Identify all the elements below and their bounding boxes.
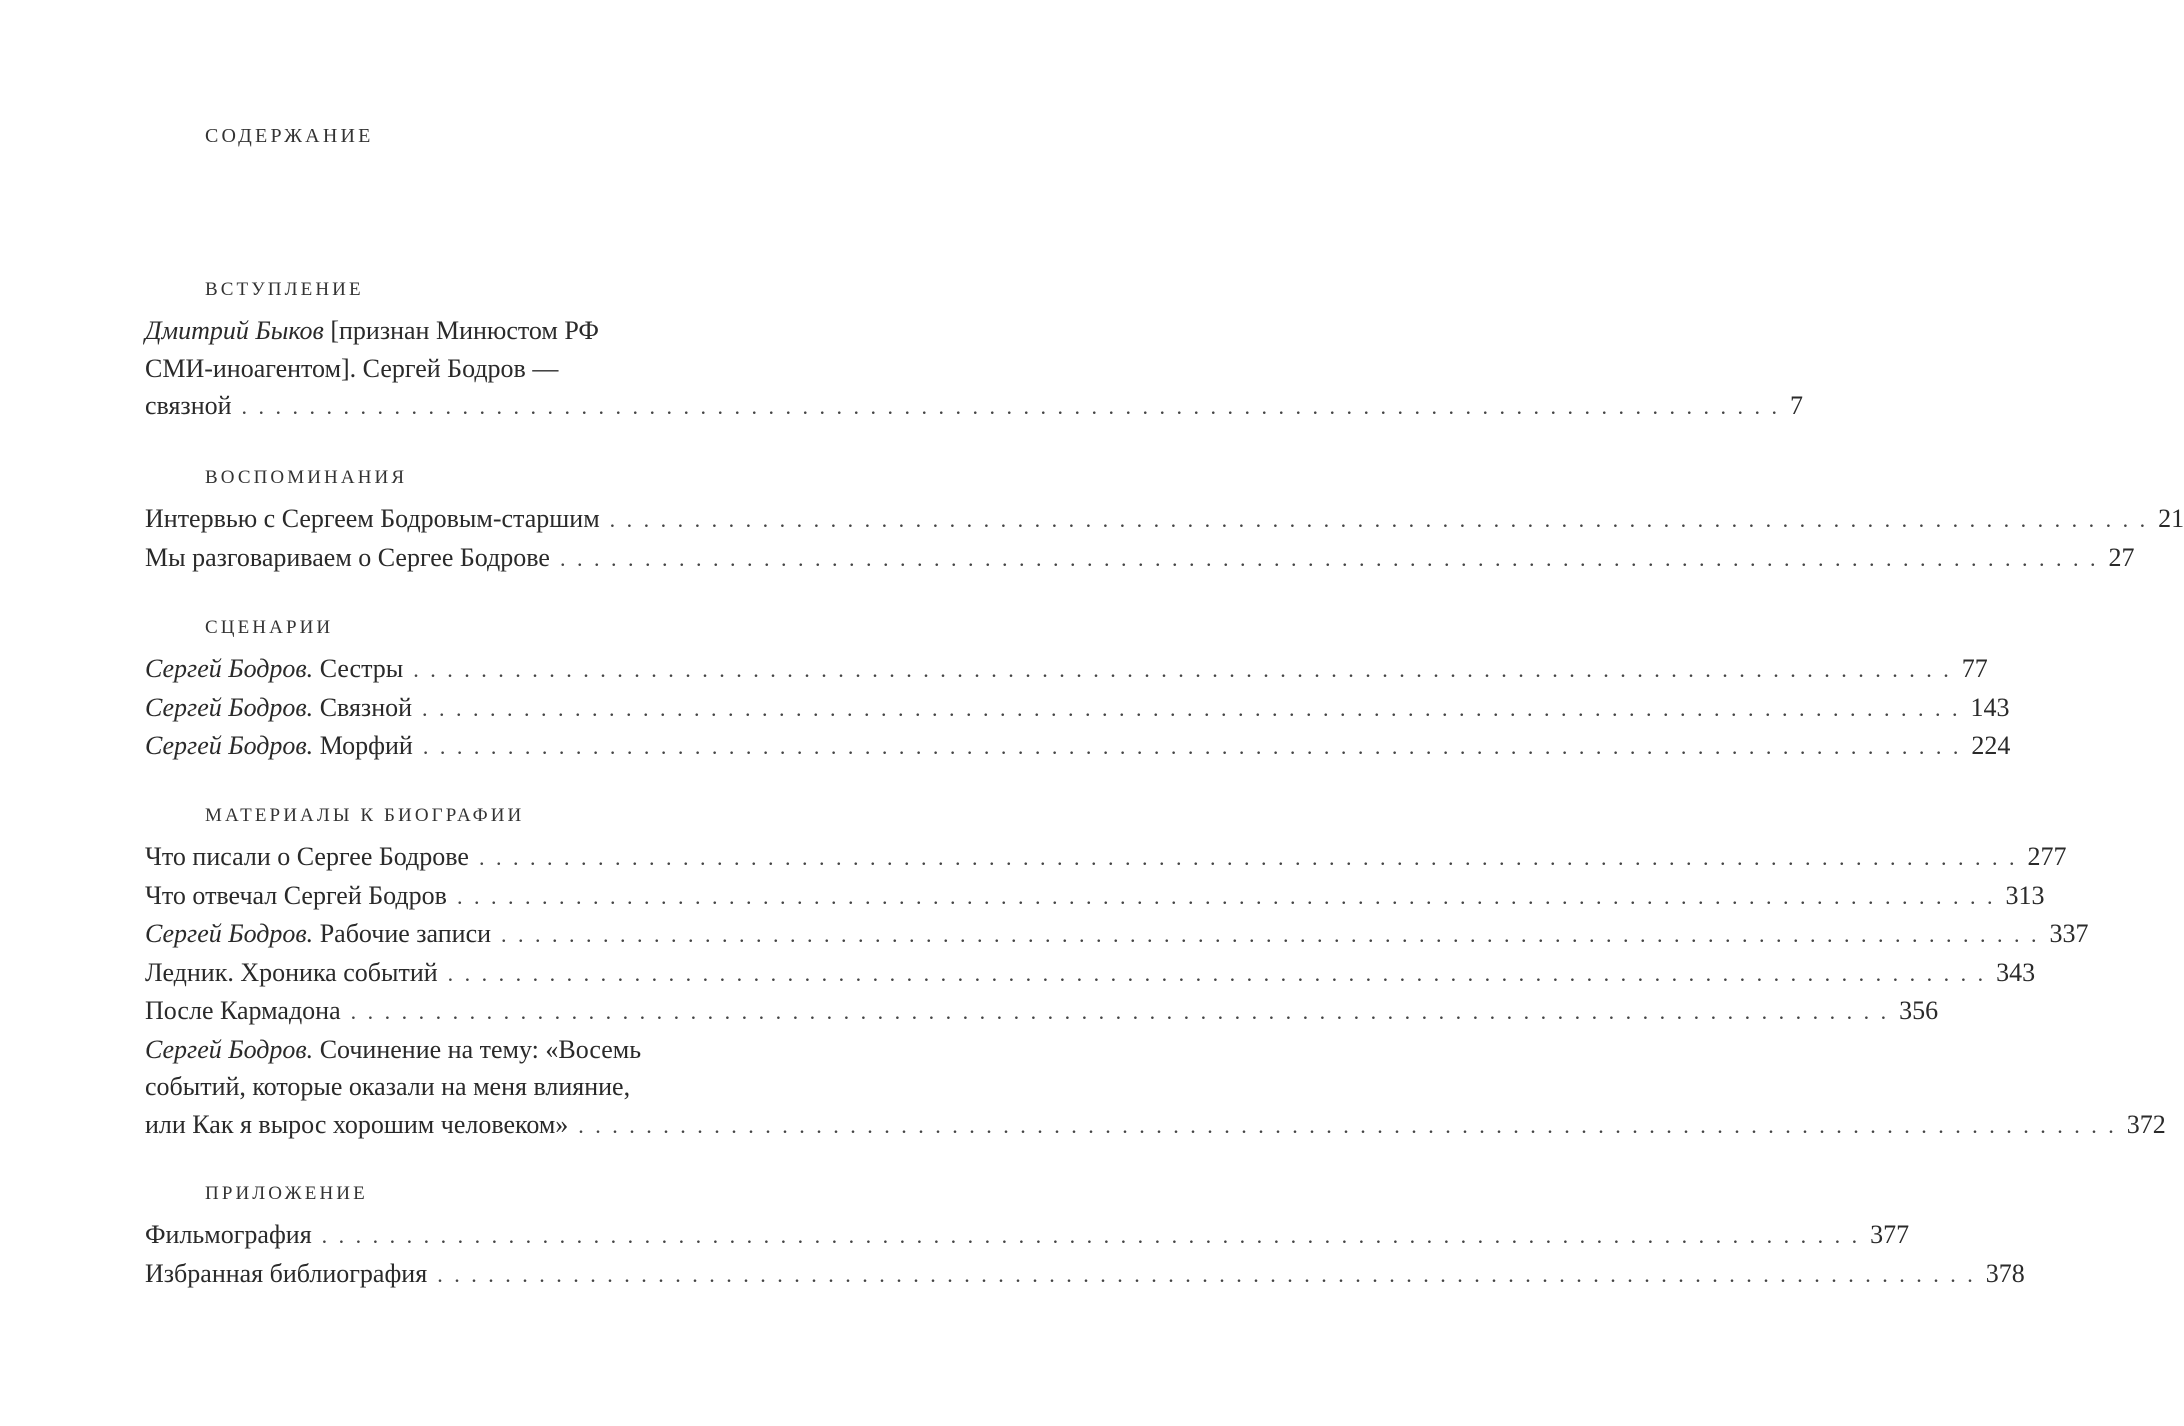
entry-title: Интервью с Сергеем Бодровым-старшим [145, 504, 600, 533]
toc-section-appendix [145, 1180, 2025, 1293]
entry-author: Сергей Бодров. [145, 692, 314, 722]
toc-section-introduction [145, 276, 1804, 426]
toc-entry[interactable] [145, 539, 2135, 578]
toc-entry[interactable] [145, 312, 1804, 426]
entry-author: Сергей Бодров. [145, 919, 314, 948]
section-heading: ВОСПОМИНАНИЯ [205, 467, 408, 488]
toc-entry[interactable] [145, 954, 2036, 993]
entry-title-part: Морфий [313, 731, 413, 760]
page-number: 77 [1961, 654, 1988, 683]
entry-title-part: связной [145, 391, 232, 420]
entry-title [145, 727, 413, 765]
dot-leader: . . . . . . . . . . . . . . . . . . . . . . . . . . . . . . . . . . . . . . . . . . . . . . . . . . . . . . . . . . . . . . . . . . . . . . . . . . . . . . . . . . . . . . . . . . . [422, 734, 1962, 759]
entry-author: Сергей Бодров. [145, 1034, 314, 1064]
entry-title [145, 689, 412, 727]
entry-title: Что писали о Сергее Бодрове [145, 842, 469, 871]
entry-line [145, 312, 923, 350]
toc-page [145, 0, 2184, 1426]
dot-leader: . . . . . . . . . . . . . . . . . . . . . . . . . . . . . . . . . . . . . . . . . . . . . . . . . . . . . . . . . . . . . . . . . . . . . . . . . . . . . . . . . . . . . . . . . . . [447, 960, 1987, 986]
entry-author: Сергей Бодров. [145, 731, 314, 760]
dot-leader: . . . . . . . . . . . . . . . . . . . . . . . . . . . . . . . . . . . . . . . . . . . . . . . . . . . . . . . . . . . . . . . . . . . . . . . . . . . . . . . . . . . . . . . . . . . [241, 394, 1781, 419]
entry-last-line [145, 387, 1804, 426]
page-title: СОДЕРЖАНИЕ [205, 125, 374, 147]
dot-leader: . . . . . . . . . . . . . . . . . . . . . . . . . . . . . . . . . . . . . . . . . . . . . . . . . . . . . . . . . . . . . . . . . . . . . . . . . . . . . . . . . . . . . . . . . . . [478, 845, 2018, 870]
toc-entry[interactable] [145, 727, 2011, 766]
page-number: 378 [1985, 1258, 2025, 1288]
dot-leader: . . . . . . . . . . . . . . . . . . . . . . . . . . . . . . . . . . . . . . . . . . . . . . . . . . . . . . . . . . . . . . . . . . . . . . . . . . . . . . . . . . . . . . . . . . . [559, 545, 2099, 571]
page-number: 372 [2126, 1109, 2166, 1139]
dot-leader: . . . . . . . . . . . . . . . . . . . . . . . . . . . . . . . . . . . . . . . . . . . . . . . . . . . . . . . . . . . . . . . . . . . . . . . . . . . . . . . . . . . . . . . . . . . [609, 507, 2149, 532]
entry-title [145, 650, 403, 688]
entry-author: Сергей Бодров. [145, 654, 314, 683]
section-heading: МАТЕРИАЛЫ К БИОГРАФИИ [205, 805, 525, 826]
toc-entry[interactable] [145, 1216, 1910, 1255]
entry-title-part: Связной [313, 692, 413, 722]
entry-title [145, 915, 491, 953]
toc-entry[interactable] [145, 915, 2089, 954]
entry-line: событий, которые оказали на меня влияние, [145, 1072, 631, 1101]
dot-leader: . . . . . . . . . . . . . . . . . . . . . . . . . . . . . . . . . . . . . . . . . . . . . . . . . . . . . . . . . . . . . . . . . . . . . . . . . . . . . . . . . . . . . . . . . . . [350, 999, 1890, 1024]
toc-entry[interactable] [145, 877, 2045, 916]
entry-title: Ледник. Хроника событий [145, 957, 438, 987]
dot-leader: . . . . . . . . . . . . . . . . . . . . . . . . . . . . . . . . . . . . . . . . . . . . . . . . . . . . . . . . . . . . . . . . . . . . . . . . . . . . . . . . . . . . . . . . . . . [456, 883, 1996, 909]
page-number: 277 [2027, 842, 2067, 871]
entry-author: Дмитрий Быков [145, 316, 324, 345]
entry-title-part: [признан Минюстом РФ [323, 316, 599, 345]
dot-leader: . . . . . . . . . . . . . . . . . . . . . . . . . . . . . . . . . . . . . . . . . . . . . . . . . . . . . . . . . . . . . . . . . . . . . . . . . . . . . . . . . . . . . . . . . . . [437, 1261, 1976, 1287]
page-number: 313 [2005, 880, 2045, 910]
entry-line: СМИ-иноагентом]. Сергей Бодров — [145, 353, 559, 383]
page-number: 343 [1996, 957, 2036, 987]
toc-entry[interactable] [145, 1031, 2166, 1145]
entry-title-part: Сестры [313, 654, 404, 683]
dot-leader: . . . . . . . . . . . . . . . . . . . . . . . . . . . . . . . . . . . . . . . . . . . . . . . . . . . . . . . . . . . . . . . . . . . . . . . . . . . . . . . . . . . . . . . . . . . [321, 1223, 1861, 1248]
page-number: 377 [1870, 1220, 1910, 1249]
section-heading: ВСТУПЛЕНИЕ [205, 279, 364, 300]
dot-leader: . . . . . . . . . . . . . . . . . . . . . . . . . . . . . . . . . . . . . . . . . . . . . . . . . . . . . . . . . . . . . . . . . . . . . . . . . . . . . . . . . . . . . . . . . . . [578, 1112, 2117, 1138]
dot-leader: . . . . . . . . . . . . . . . . . . . . . . . . . . . . . . . . . . . . . . . . . . . . . . . . . . . . . . . . . . . . . . . . . . . . . . . . . . . . . . . . . . . . . . . . . . . [413, 657, 1952, 682]
section-heading: ПРИЛОЖЕНИЕ [205, 1183, 368, 1204]
section-heading: СЦЕНАРИИ [205, 617, 334, 638]
toc-entry[interactable] [145, 1255, 2025, 1294]
page-number: 7 [1790, 391, 1804, 420]
toc-entry[interactable] [145, 992, 1939, 1031]
entry-title: После Кармадона [145, 996, 341, 1025]
page-number: 224 [1971, 731, 2011, 760]
entry-title: Что отвечал Сергей Бодров [145, 880, 447, 910]
entry-title-part: Рабочие записи [313, 919, 492, 948]
page-number: 21 [2158, 504, 2184, 533]
entry-last-line [145, 1106, 2166, 1145]
page-number: 356 [1899, 996, 1939, 1025]
page-number: 143 [1970, 692, 2010, 722]
toc-entry[interactable] [145, 650, 1988, 689]
page-number: 27 [2108, 542, 2135, 572]
entry-line [145, 1031, 923, 1069]
entry-title: Мы разговариваем о Сергее Бодрове [145, 542, 550, 572]
toc-section-biography-materials [145, 802, 2166, 1144]
page-number: 337 [2049, 919, 2089, 948]
entry-title-part: Сочинение на тему: «Восемь [313, 1034, 642, 1064]
toc-entry[interactable] [145, 689, 2010, 728]
dot-leader: . . . . . . . . . . . . . . . . . . . . . . . . . . . . . . . . . . . . . . . . . . . . . . . . . . . . . . . . . . . . . . . . . . . . . . . . . . . . . . . . . . . . . . . . . . . [501, 922, 2040, 947]
entry-title-part: или Как я вырос хорошим человеком» [145, 1109, 569, 1139]
entry-title: Избранная библиография [145, 1258, 428, 1288]
toc-section-screenplays [145, 614, 2011, 766]
toc-entry[interactable] [145, 838, 2067, 877]
toc-entry[interactable] [145, 500, 2184, 539]
toc-section-memoirs [145, 464, 2184, 577]
entry-title: Фильмография [145, 1220, 312, 1249]
dot-leader: . . . . . . . . . . . . . . . . . . . . . . . . . . . . . . . . . . . . . . . . . . . . . . . . . . . . . . . . . . . . . . . . . . . . . . . . . . . . . . . . . . . . . . . . . . . [422, 695, 1961, 721]
